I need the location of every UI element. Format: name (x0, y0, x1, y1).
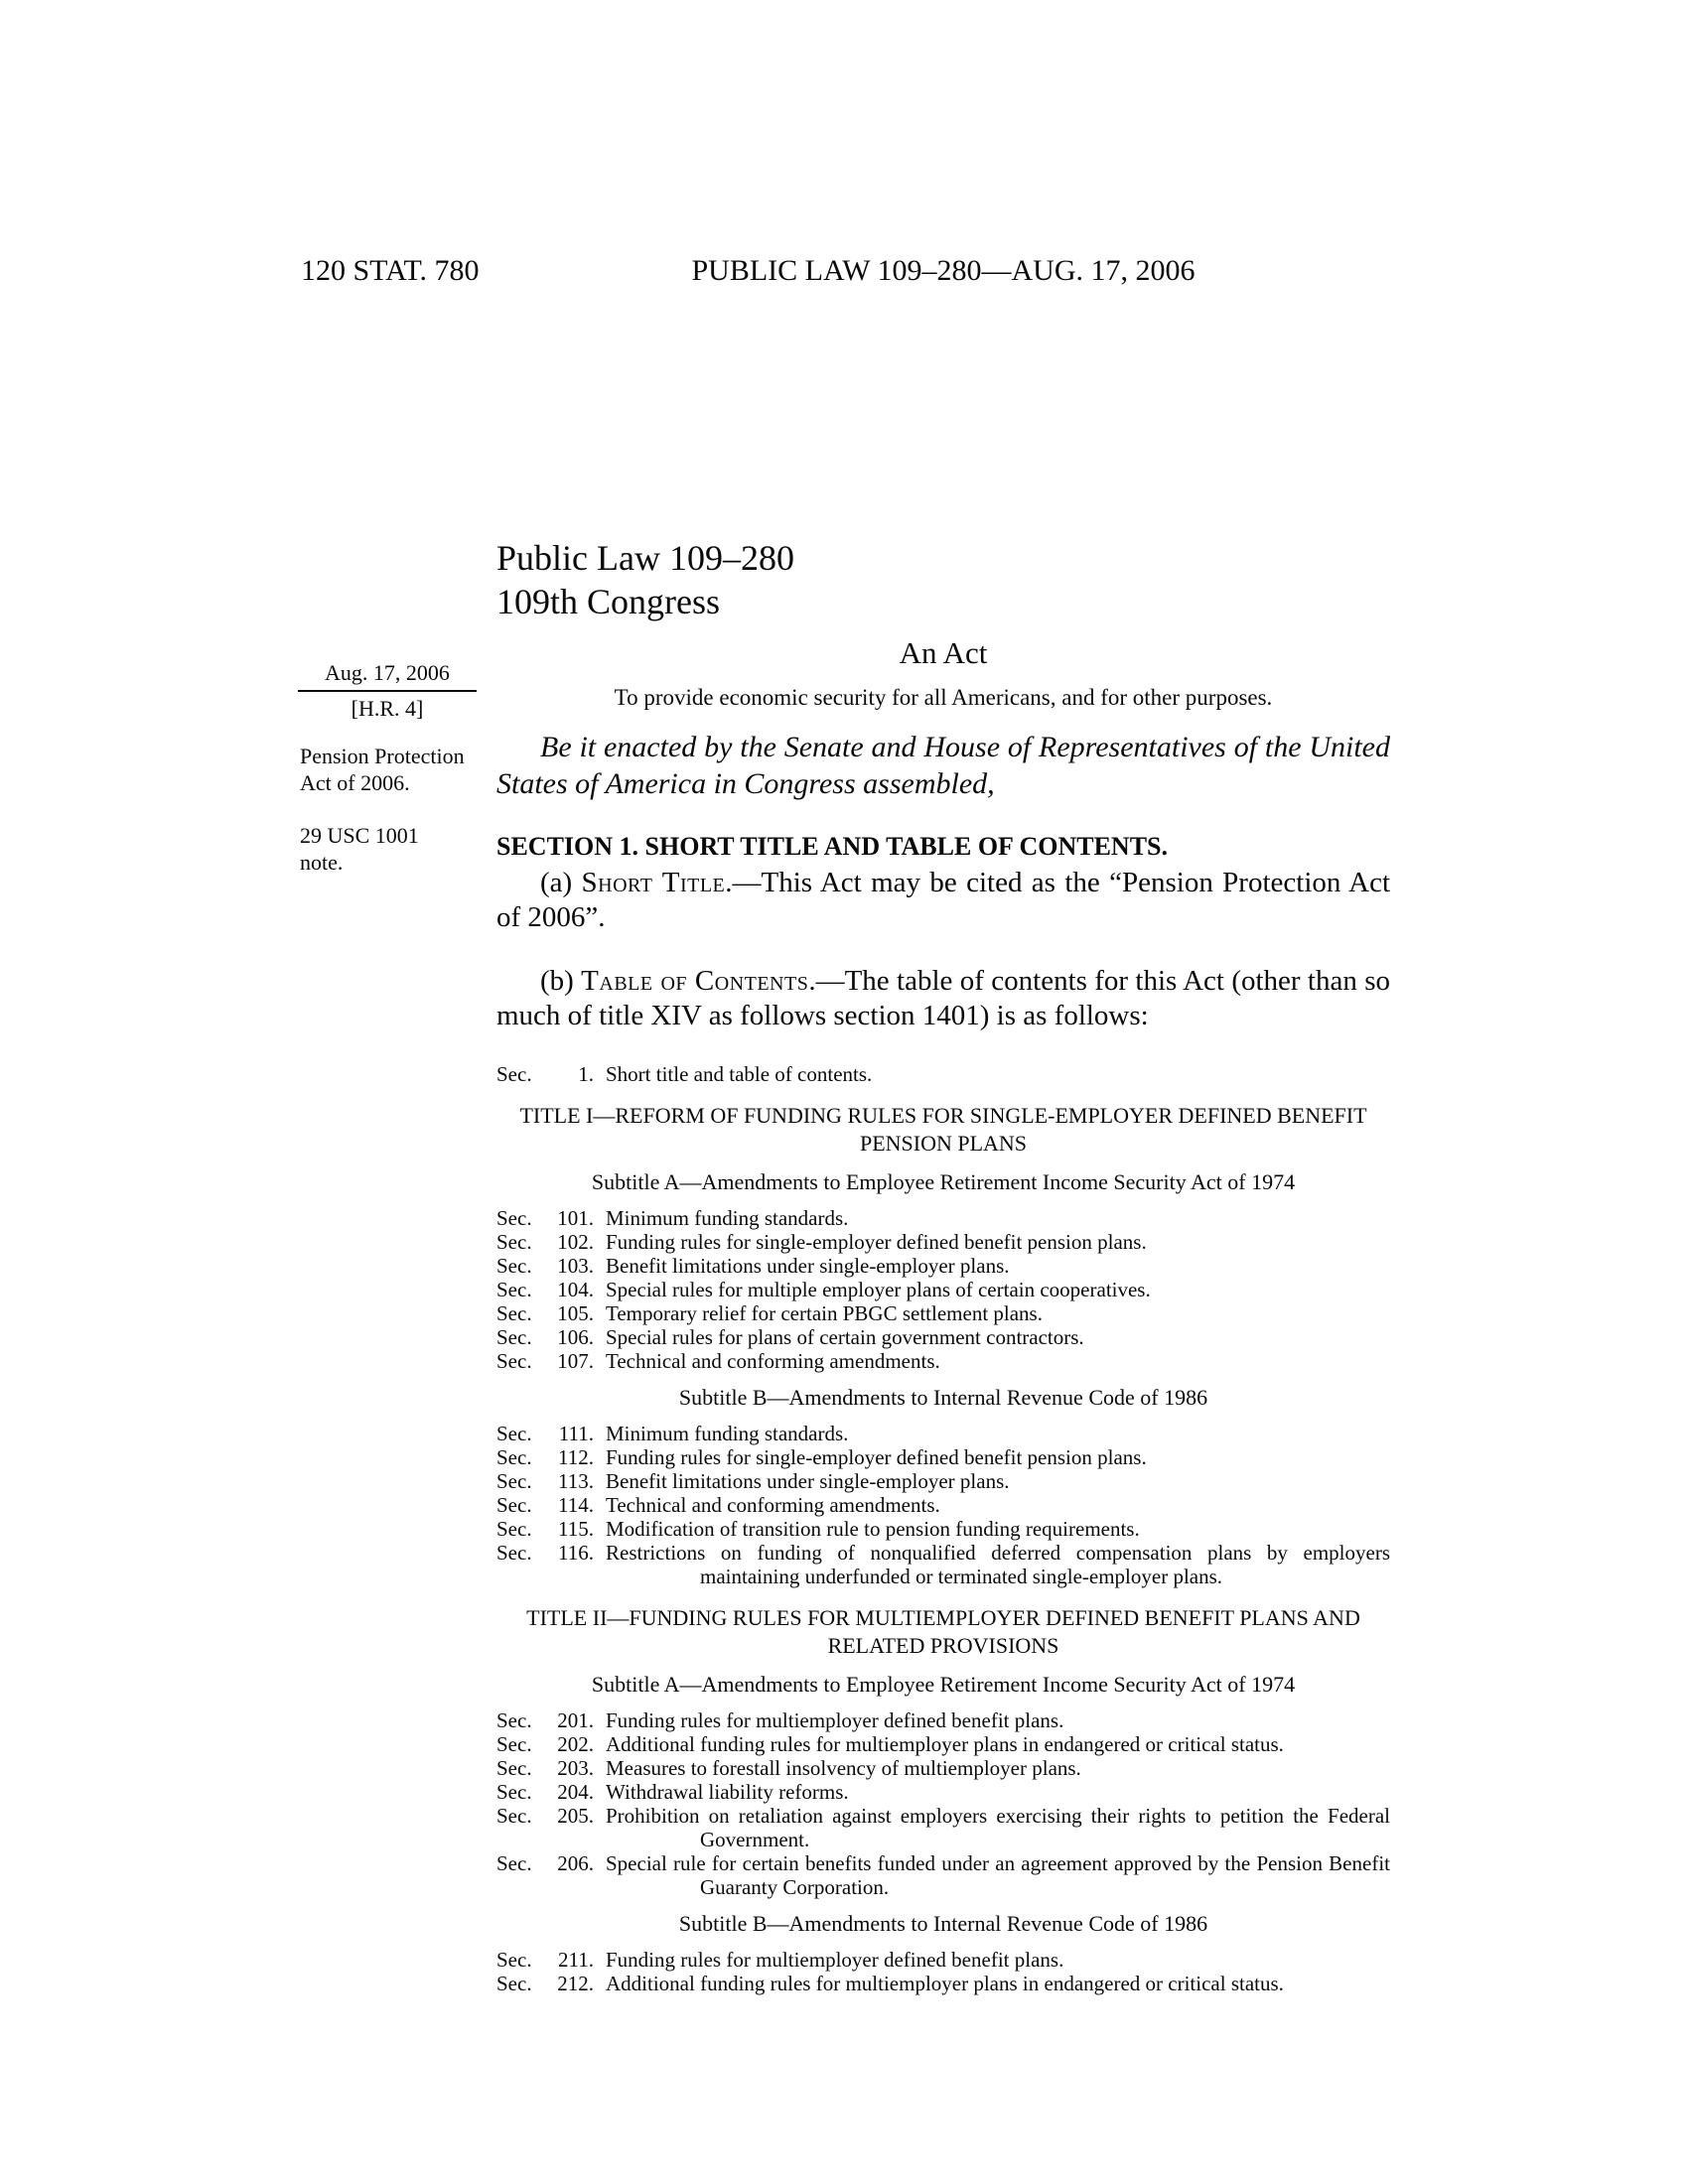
toc-sec-num: 203. (557, 1756, 594, 1780)
toc-sec-word: Sec. (496, 1062, 532, 1086)
toc-sec-num: 113. (558, 1469, 594, 1493)
toc-sec-word: Sec. (496, 1948, 532, 1972)
public-law-running-title: PUBLIC LAW 109–280—AUG. 17, 2006 (691, 254, 1196, 287)
table-of-contents (496, 1062, 1390, 1995)
toc-entry-sec-103 (496, 1254, 1390, 1278)
toc-sec-text: Additional funding rules for multiemployer plans in endangered or critical status. (606, 1972, 1284, 1995)
margin-note-usc-citation: 29 USC 1001 note. (300, 823, 419, 875)
toc-sec-word: Sec. (496, 1804, 532, 1828)
toc-sec-word: Sec. (496, 1301, 532, 1325)
toc-sec-text: Special rules for multiple employer plans of certain cooperatives. (606, 1278, 1151, 1301)
toc-sec-word: Sec. (496, 1756, 532, 1780)
toc-sec-num: 107. (557, 1349, 594, 1373)
toc-sec-text: Prohibition on retaliation against employers exercising their rights to petition the Federal Government. (606, 1804, 1390, 1851)
toc-sec-word: Sec. (496, 1230, 532, 1254)
toc-sec-word: Sec. (496, 1278, 532, 1301)
toc-title-I: TITLE I—REFORM OF FUNDING RULES FOR SINGLE-EMPLOYER DEFINED BENEFIT PENSION PLANS (519, 1103, 1367, 1156)
toc-sec-num: 202. (557, 1732, 594, 1756)
toc-sec-text: Special rules for plans of certain government contractors. (606, 1325, 1084, 1349)
toc-title-II: TITLE II—FUNDING RULES FOR MULTIEMPLOYER DEFINED BENEFIT PLANS AND RELATED PROVISIONS (526, 1605, 1360, 1658)
paragraph-a (496, 866, 1390, 935)
purpose-line: To provide economic security for all Americans, and for other purposes. (614, 685, 1273, 710)
toc-entry-sec-111 (496, 1422, 1390, 1445)
toc-sec-num: 205. (557, 1804, 594, 1828)
toc-sec-word: Sec. (496, 1469, 532, 1493)
paragraph-b-text: .—The table of contents for this Act (other than so much of title XIV as follows section 1401) is as follows: (496, 965, 1390, 1031)
toc-sec-text: Additional funding rules for multiemployer plans in endangered or critical status. (606, 1732, 1284, 1756)
toc-entry-sec-104 (496, 1278, 1390, 1301)
toc-subtitle-IB: Subtitle B—Amendments to Internal Revenue Code of 1986 (678, 1385, 1208, 1410)
paragraph-a-text: .—This Act may be cited as the “Pension Protection Act of 2006”. (496, 867, 1390, 933)
enactment-date: Aug. 17, 2006 (298, 659, 477, 692)
toc-sec-word: Sec. (496, 1851, 532, 1875)
toc-entry-sec-115 (496, 1517, 1390, 1541)
toc-sec-text: Restrictions on funding of nonqualified deferred compensation plans by employers maintaining underfunded or terminated single-employer plans. (606, 1541, 1390, 1588)
toc-sec-text: Benefit limitations under single-employer plans. (606, 1469, 1010, 1493)
toc-sec-text: Benefit limitations under single-employer plans. (606, 1254, 1010, 1278)
toc-sec-num: 115. (558, 1517, 594, 1541)
toc-entry-sec-107 (496, 1349, 1390, 1373)
toc-sec-word: Sec. (496, 1206, 532, 1230)
toc-sec-text: Minimum funding standards. (606, 1422, 849, 1445)
toc-sec-text: Modification of transition rule to pension funding requirements. (606, 1517, 1140, 1541)
law-title: Public Law 109–280 (496, 538, 794, 578)
toc-sec-num: 212. (557, 1972, 594, 1995)
toc-entry-sec-203 (496, 1756, 1390, 1780)
toc-sec-num: 211. (558, 1948, 594, 1972)
paragraph-a-label: Short Title (581, 867, 726, 898)
margin-note-act-name: Pension Protection Act of 2006. (300, 744, 465, 795)
toc-sec-word: Sec. (496, 1517, 532, 1541)
toc-entry-sec-206 (496, 1851, 1390, 1899)
toc-sec-word: Sec. (496, 1325, 532, 1349)
toc-sec-word: Sec. (496, 1445, 532, 1469)
congress-number: 109th Congress (496, 582, 720, 621)
paragraph-a-prefix: (a) (540, 867, 582, 898)
main-text-column (496, 536, 1390, 1995)
toc-sec-text: Temporary relief for certain PBGC settlement plans. (606, 1301, 1043, 1325)
paragraph-b-prefix: (b) (540, 965, 582, 997)
bill-number: [H.R. 4] (351, 696, 424, 721)
toc-sec-text: Funding rules for multiemployer defined benefit plans. (606, 1708, 1064, 1732)
toc-entry-sec-1 (496, 1062, 1390, 1086)
toc-sec-num: 102. (557, 1230, 594, 1254)
toc-sec-word: Sec. (496, 1780, 532, 1804)
toc-entry-sec-101 (496, 1206, 1390, 1230)
an-act-heading: An Act (899, 635, 988, 670)
toc-sec-text: Technical and conforming amendments. (606, 1349, 940, 1373)
toc-sec-word: Sec. (496, 1493, 532, 1517)
toc-sec-text: Funding rules for single-employer defined benefit pension plans. (606, 1230, 1147, 1254)
toc-entry-sec-202 (496, 1732, 1390, 1756)
toc-sec-text: Minimum funding standards. (606, 1206, 849, 1230)
toc-sec-num: 103. (557, 1254, 594, 1278)
toc-entry-sec-205 (496, 1804, 1390, 1851)
toc-sec-num: 201. (557, 1708, 594, 1732)
toc-entry-sec-204 (496, 1780, 1390, 1804)
toc-entry-sec-201 (496, 1708, 1390, 1732)
paragraph-b-label: Table of Contents (581, 965, 809, 997)
toc-entry-sec-212 (496, 1972, 1390, 1995)
toc-sec-text: Funding rules for multiemployer defined benefit plans. (606, 1948, 1064, 1972)
toc-sec-word: Sec. (496, 1732, 532, 1756)
toc-sec-num: 106. (557, 1325, 594, 1349)
toc-sec-word: Sec. (496, 1708, 532, 1732)
toc-sec-num: 101. (557, 1206, 594, 1230)
toc-entry-sec-116 (496, 1541, 1390, 1588)
toc-sec-word: Sec. (496, 1422, 532, 1445)
toc-sec-num: 105. (557, 1301, 594, 1325)
toc-sec-text: Withdrawal liability reforms. (606, 1780, 849, 1804)
toc-sec-word: Sec. (496, 1254, 532, 1278)
toc-entry-sec-105 (496, 1301, 1390, 1325)
toc-entry-sec-211 (496, 1948, 1390, 1972)
toc-subtitle-IA: Subtitle A—Amendments to Employee Retirement Income Security Act of 1974 (591, 1169, 1296, 1194)
stat-page-number: 120 STAT. 780 (301, 254, 480, 287)
toc-sec-text: Measures to forestall insolvency of multiemployer plans. (606, 1756, 1081, 1780)
toc-entry-sec-113 (496, 1469, 1390, 1493)
toc-sec-text: Special rule for certain benefits funded under an agreement approved by the Pension Benefit Guaranty Corporation. (606, 1851, 1390, 1899)
toc-sec-num: 1. (578, 1062, 594, 1086)
toc-subtitle-IIB: Subtitle B—Amendments to Internal Revenue Code of 1986 (678, 1911, 1208, 1936)
toc-sec-word: Sec. (496, 1349, 532, 1373)
toc-sec-word: Sec. (496, 1541, 532, 1565)
toc-sec-num: 111. (558, 1422, 594, 1445)
toc-entry-sec-106 (496, 1325, 1390, 1349)
margin-note-date (298, 659, 477, 722)
toc-sec-text: Funding rules for single-employer defined benefit pension plans. (606, 1445, 1147, 1469)
running-head (0, 254, 1688, 294)
toc-sec-text: Technical and conforming amendments. (606, 1493, 940, 1517)
toc-sec-num: 204. (557, 1780, 594, 1804)
enacting-clause: Be it enacted by the Senate and House of Representatives of the United States of America in Congress assembled, (496, 731, 1390, 800)
toc-entry-sec-102 (496, 1230, 1390, 1254)
toc-sec-num: 104. (557, 1278, 594, 1301)
toc-sec-num: 114. (558, 1493, 594, 1517)
toc-subtitle-IIA: Subtitle A—Amendments to Employee Retirement Income Security Act of 1974 (591, 1672, 1296, 1697)
toc-sec-num: 206. (557, 1851, 594, 1875)
toc-entry-sec-112 (496, 1445, 1390, 1469)
toc-sec-num: 112. (558, 1445, 594, 1469)
toc-sec-num: 116. (558, 1541, 594, 1565)
paragraph-b (496, 964, 1390, 1033)
toc-sec-text: Short title and table of contents. (606, 1062, 873, 1086)
section-1-heading: SECTION 1. SHORT TITLE AND TABLE OF CONTENTS. (496, 832, 1169, 861)
toc-sec-word: Sec. (496, 1972, 532, 1995)
toc-entry-sec-114 (496, 1493, 1390, 1517)
